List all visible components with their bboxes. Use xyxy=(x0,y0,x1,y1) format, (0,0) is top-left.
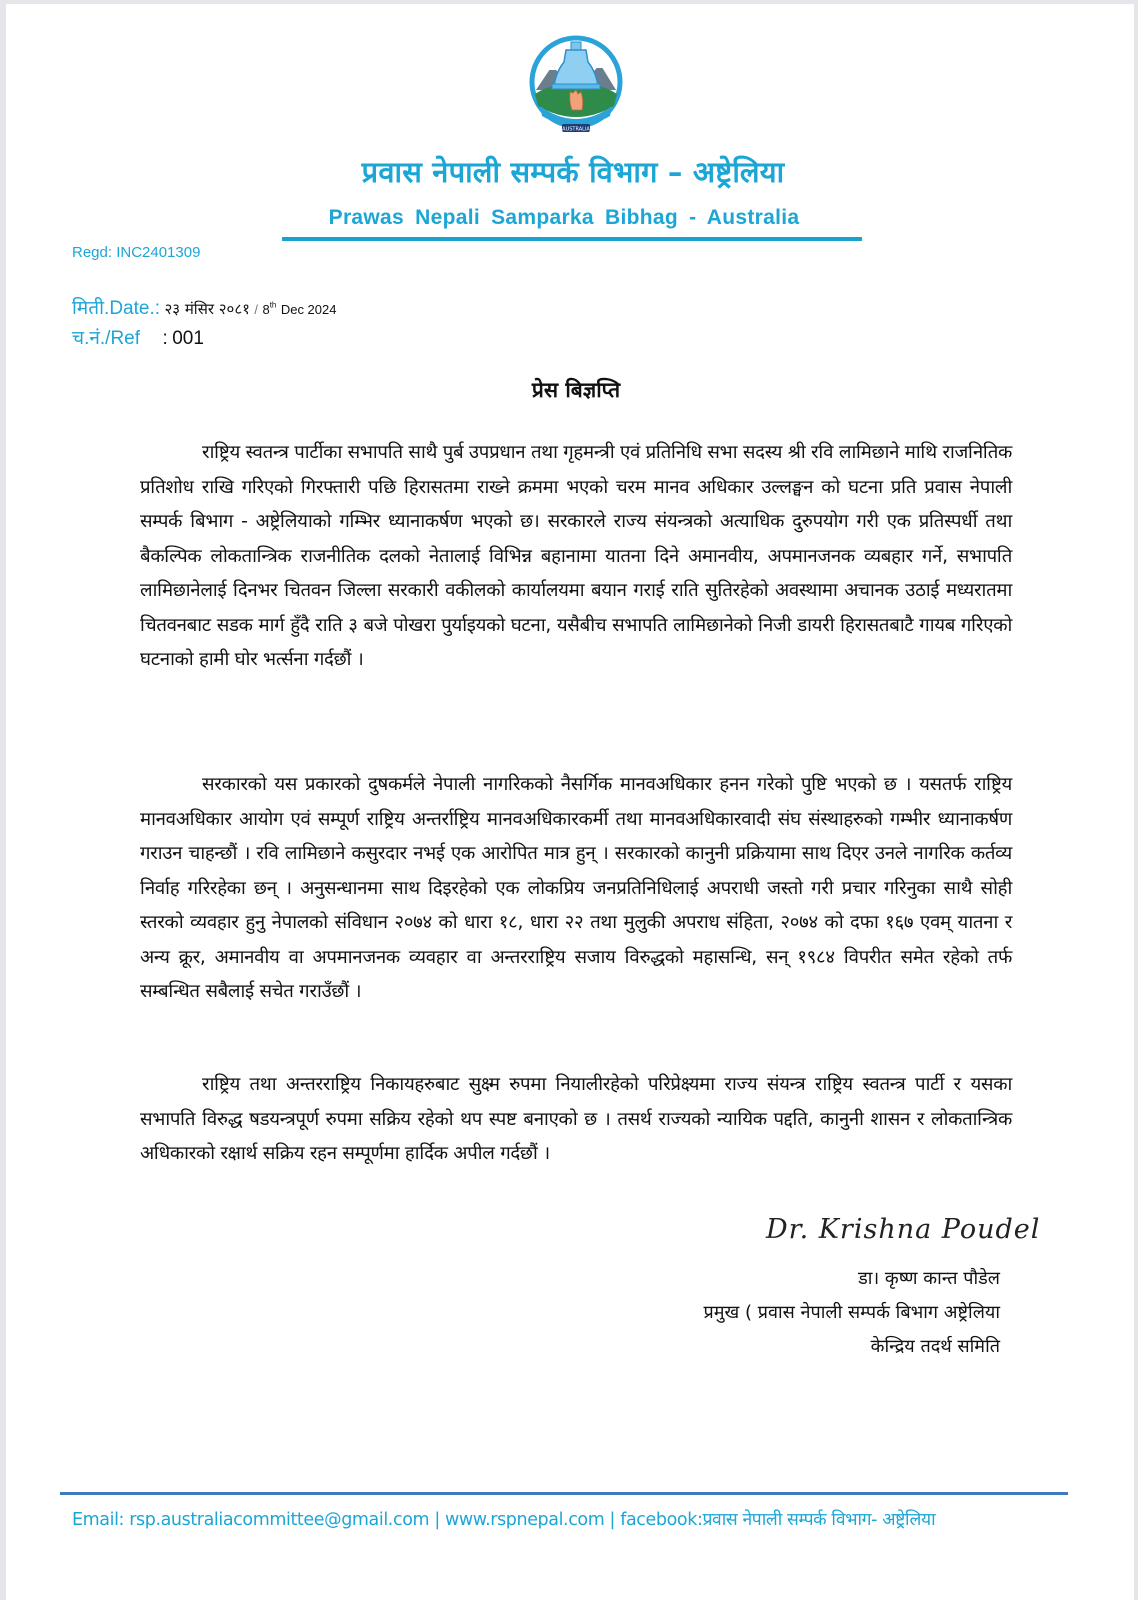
email-link[interactable]: rsp.australiacommittee@gmail.com xyxy=(129,1510,430,1530)
logo-caption: AUSTRALIA xyxy=(562,126,590,133)
date-nepali: २३ मंसिर २०८१ xyxy=(164,300,250,318)
signatory-committee: केन्द्रिय तदर्थ समिति xyxy=(870,1336,1000,1357)
title-underline-divider xyxy=(282,237,862,241)
footer-divider xyxy=(60,1492,1068,1495)
signatory-position: प्रमुख ( प्रवास नेपाली सम्पर्क बिभाग अष्ट्रेलिया xyxy=(703,1302,1000,1323)
footer-separator: | xyxy=(604,1510,621,1530)
document-page xyxy=(6,4,1134,1600)
date-row xyxy=(72,294,336,320)
handwritten-signature: Dr. Krishna Poudel xyxy=(766,1214,1041,1245)
facebook-page-link[interactable]: प्रवास नेपाली सम्पर्क विभाग- अष्ट्रेलिया xyxy=(702,1510,936,1530)
organization-title-nepali: प्रवास नेपाली सम्पर्क विभाग – अष्ट्रेलिया xyxy=(361,155,785,189)
footer-contact xyxy=(72,1507,935,1531)
reference-label: च.नं./Ref xyxy=(72,328,141,349)
date-separator: / xyxy=(254,302,259,317)
date-english-day: 8 xyxy=(262,302,270,317)
email-label: Email: xyxy=(72,1510,130,1530)
date-english: Dec 2024 xyxy=(280,302,337,317)
body-paragraph-3: राष्ट्रिय तथा अन्तरराष्ट्रिय निकायहरुबाट सुक्ष्म रुपमा नियालीरहेको परिप्रेक्ष्यमा राज्य संयन्त्र राष्ट्रिय स्वतन्त्र पार्टी र यसका सभापति विरुद्ध षडयन्त्रपूर्ण रुपमा सक्रिय रहेको थप स्पष्ट बनाएको छ । तसर्थ राज्यको न्यायिक पद्दति, कानुनी शासन र लोकतान्त्रिक अधिकारको रक्षार्थ सक्रिय रहन सम्पूर्णमा हार्दिक अपील गर्दछौं । xyxy=(140,1074,1012,1164)
reference-colon: : xyxy=(162,328,168,349)
footer-separator: | xyxy=(429,1510,445,1530)
date-english-suffix: th xyxy=(269,300,277,310)
date-label: मिती.Date.: xyxy=(72,298,161,319)
body-paragraph-2: सरकारको यस प्रकारको दुषकर्मले नेपाली नागरिकको नैसर्गिक मानवअधिकार हनन गरेको पुष्टि भएको छ । यसतर्फ राष्ट्रिय मानवअधिकार आयोग एवं सम्पूर्ण राष्ट्रिय अन्तर्राष्ट्रिय मानवअधिकारकर्मी तथा मानवअधिकारवादी संघ संस्थाहरुको गम्भीर ध्यानाकर्षण गराउन चाहन्छौं । रवि लामिछाने कसुरदार नभई एक आरोपित मात्र हुन् । सरकारको कानुनी प्रक्रियामा साथ दिएर उनले नागरिक कर्तव्य निर्वाह गरिरहेका छन् । अनुसन्धानमा साथ दिइरहेको एक लोकप्रिय जनप्रतिनिधिलाई अपराधी जस्तो गरी प्रचार गरिनुका साथै सोही स्तरको व्यवहार हुनु नेपालको संविधान २०७४ को धारा १८, धारा २२ तथा मुलुकी अपराध संहिता, २०७४ को दफा १६७ एवम् यातना र अन्य क्रूर, अमानवीय वा अपमानजनक व्यवहार वा अन्तरराष्ट्रिय सजाय विरुद्धको महासन्धि, सन् १९८४ विपरीत समेत रहेको तर्फ सम्बन्धित सबैलाई सचेत गराउँछौं । xyxy=(140,774,1012,1002)
body-paragraph-1: राष्ट्रिय स्वतन्त्र पार्टीका सभापति साथै पुर्ब उपप्रधान तथा गृहमन्त्री एवं प्रतिनिधि सभा सदस्य श्री रवि लामिछाने माथि राजनितिक प्रतिशोध राखि गरिएको गिरफ्तारी पछि हिरासतमा राख्ने क्रममा भएको चरम मानव अधिकार उल्लङ्घन को घटना प्रति प्रवास नेपाली सम्पर्क बिभाग - अष्ट्रेलियाको गम्भिर ध्यानाकर्षण भएको छ। सरकारले राज्य संयन्त्रको अत्याधिक दुरुपयोग गरी एक प्रतिस्पर्धी तथा बैकल्पिक लोकतान्त्रिक राजनीतिक दलको नेतालाई विभिन्न बहानामा यातना दिने अमानवीय, अपमानजनक व्यबहार गर्ने, सभापति लामिछानेलाई दिनभर चितवन जिल्ला सरकारी वकीलको कार्यालयमा बयान गराई राति सुतिरहेको अवस्थामा अचानक उठाई मध्यरातमा चितवनबाट सडक मार्ग हुँदै राति ३ बजे पोखरा पुर्याइयको घटना, यसैबीच सभापति लामिछानेको निजी डायरी हिरासतबाटै गायब गरिएको घटनाको हामी घोर भर्त्सना गर्दछौं । xyxy=(140,442,1012,670)
reference-row xyxy=(72,324,204,350)
organization-logo-icon xyxy=(526,32,626,142)
website-link[interactable]: www.rspnepal.com xyxy=(444,1510,605,1530)
organization-title-english: Prawas Nepali Samparka Bibhag - Australia xyxy=(328,206,800,229)
facebook-label: facebook: xyxy=(620,1510,703,1530)
signatory-name: डा। कृष्ण कान्त पौडेल xyxy=(858,1268,1000,1289)
press-release-heading: प्रेस बिज्ञप्ति xyxy=(531,378,621,402)
registration-number: Regd: INC2401309 xyxy=(72,244,201,261)
reference-number: 001 xyxy=(172,328,204,349)
